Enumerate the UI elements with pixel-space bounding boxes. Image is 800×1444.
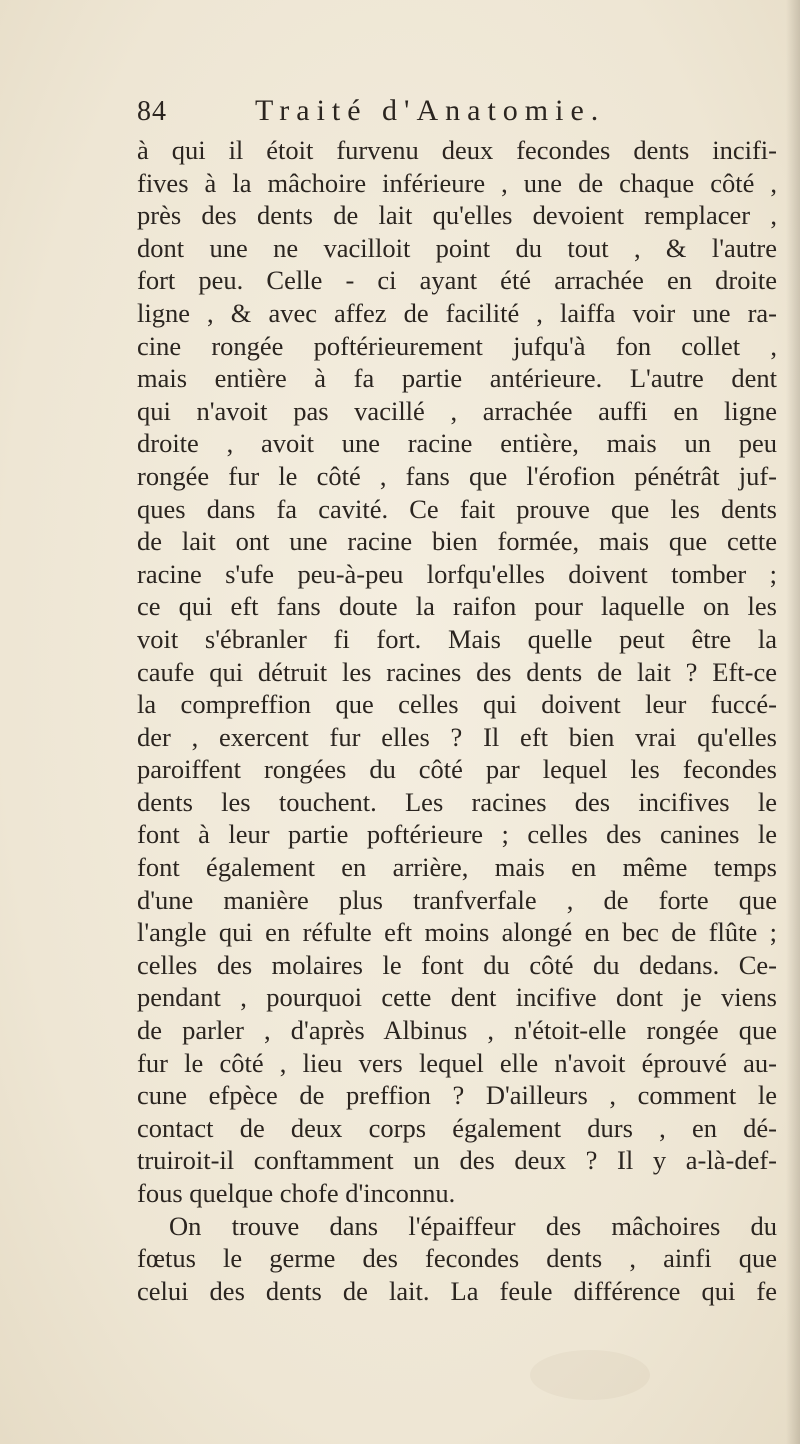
paper-stain <box>530 1350 650 1400</box>
text-line: mais entière à fa partie antérieure. L'autre dent <box>137 363 777 394</box>
text-line: ques dans fa cavité. Ce fait prouve que les dents <box>137 493 777 524</box>
text-line: qui n'avoit pas vacillé , arrachée auffi en ligne <box>137 395 777 426</box>
text-line: caufe qui détruit les racines des dents de lait ? Eft-ce <box>137 656 777 687</box>
text-line: truiroit-il conftamment un des deux ? Il y a-là-def- <box>137 1145 777 1176</box>
text-line: font à leur partie poftérieure ; celles des canines le <box>137 819 777 850</box>
text-line: dont une ne vacilloit point du tout , & l'autre <box>137 232 777 263</box>
text-line: paroiffent rongées du côté par lequel les fecondes <box>137 754 777 785</box>
text-line: cune efpèce de preffion ? D'ailleurs , comment le <box>137 1080 777 1111</box>
text-line: cine rongée poftérieurement jufqu'à fon collet , <box>137 330 777 361</box>
text-line: dents les touchent. Les racines des incifives le <box>137 786 777 817</box>
body-text <box>137 134 777 1307</box>
text-line: der , exercent fur elles ? Il eft bien vrai qu'elles <box>137 721 777 752</box>
page-edge-shadow <box>786 0 800 1444</box>
text-line: celui des dents de lait. La feule différence qui fe <box>137 1275 777 1306</box>
text-line: l'angle qui en réfulte eft moins alongé en bec de flûte ; <box>137 917 777 948</box>
text-line: fives à la mâchoire inférieure , une de chaque côté , <box>137 167 777 198</box>
text-line: contact de deux corps également durs , en dé- <box>137 1112 777 1143</box>
text-line: voit s'ébranler fi fort. Mais quelle peut être la <box>137 623 777 654</box>
running-title: Traité d'Anatomie. <box>255 94 606 127</box>
text-line: d'une manière plus tranfverfale , de forte que <box>137 884 777 915</box>
text-line: ligne , & avec affez de facilité , laiffa voir une ra- <box>137 297 777 328</box>
page-number: 84 <box>137 96 167 127</box>
text-line: fort peu. Celle - ci ayant été arrachée en droite <box>137 265 777 296</box>
text-line: de parler , d'après Albinus , n'étoit-elle rongée que <box>137 1015 777 1046</box>
paragraph-end-line: fous quelque chofe d'inconnu. <box>137 1178 456 1208</box>
text-line: droite , avoit une racine entière, mais un peu <box>137 428 777 459</box>
text-line: fur le côté , lieu vers lequel elle n'avoit éprouvé au- <box>137 1047 777 1078</box>
text-line: ce qui eft fans doute la raifon pour laquelle on les <box>137 591 777 622</box>
text-line: la compreffion que celles qui doivent leur fuccé- <box>137 689 777 720</box>
text-line: de lait ont une racine bien formée, mais que cette <box>137 526 777 557</box>
text-line: font également en arrière, mais en même temps <box>137 852 777 883</box>
text-line: fœtus le germe des fecondes dents , ainfi que <box>137 1243 777 1274</box>
text-line: près des dents de lait qu'elles devoient remplacer , <box>137 200 777 231</box>
text-line: rongée fur le côté , fans que l'érofion pénétrât juf- <box>137 460 777 491</box>
running-head <box>137 90 777 130</box>
paragraph-start-line: On trouve dans l'épaiffeur des mâchoires du <box>169 1210 777 1241</box>
text-line: pendant , pourquoi cette dent incifive dont je viens <box>137 982 777 1013</box>
text-line: à qui il étoit furvenu deux fecondes dents incifi- <box>137 135 777 165</box>
text-line: celles des molaires le font du côté du dedans. Ce- <box>137 949 777 980</box>
text-line: racine s'ufe peu-à-peu lorfqu'elles doivent tomber ; <box>137 558 777 589</box>
